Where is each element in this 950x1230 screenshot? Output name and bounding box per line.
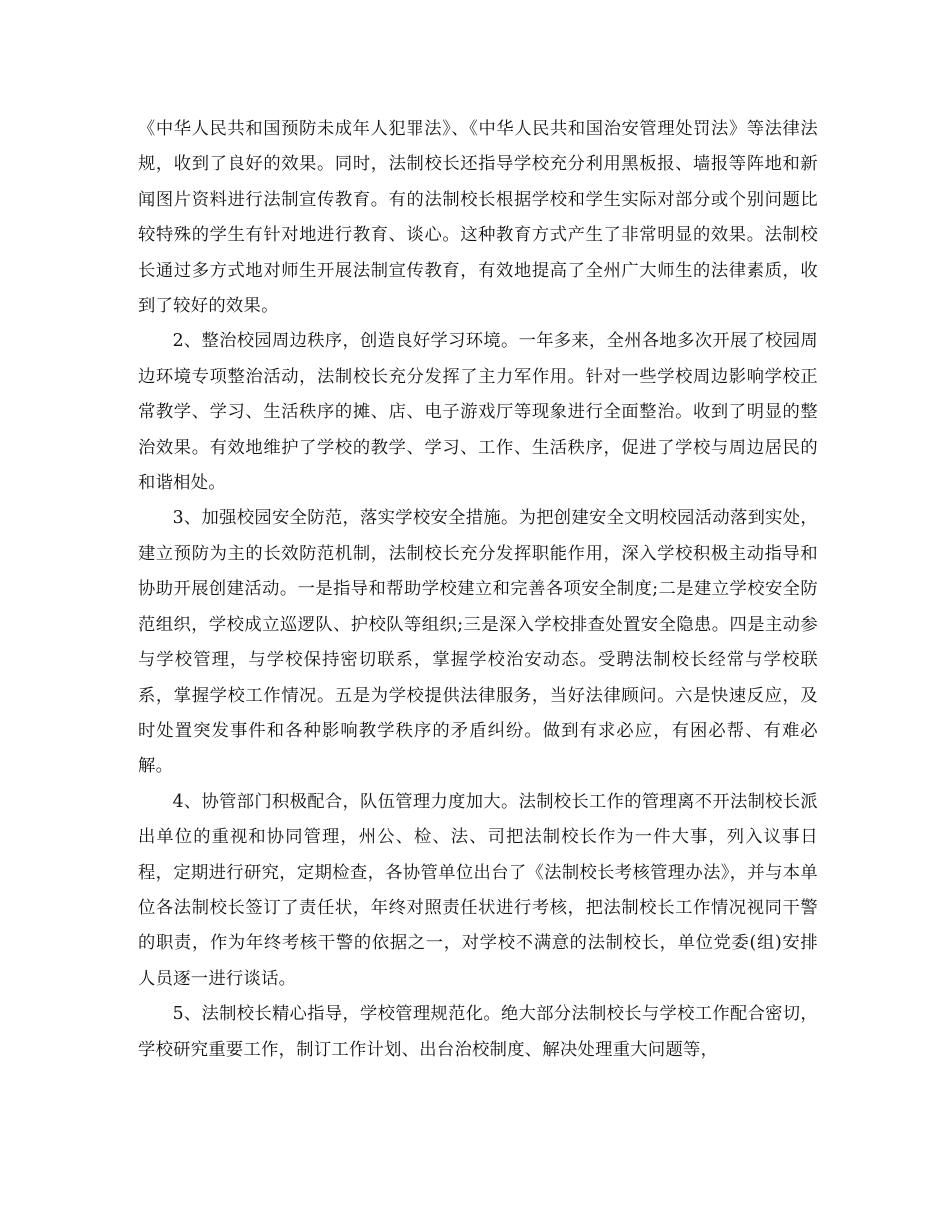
paragraph-item-5: 5、法制校长精心指导，学校管理规范化。绝大部分法制校长与学校工作配合密切，学校研究重要工作，制订工作计划、出台治校制度、解决处理重大问题等， bbox=[138, 1004, 818, 1060]
paragraph-item-2: 2、整治校园周边秩序，创造良好学习环境。一年多来，全州各地多次开展了校园周边环境专项整治活动，法制校长充分发挥了主力军作用。针对一些学校周边影响学校正常教学、学习、生活秩序的摊、店、电子游戏厅等现象进行全面整治。收到了明显的整治效果。有效地维护了学校的教学、学习、工作、生活秩序，促进了学校与周边居民的和谐相处。 bbox=[138, 331, 818, 494]
document-body bbox=[138, 112, 818, 1068]
paragraph-item-3: 3、加强校园安全防范，落实学校安全措施。为把创建安全文明校园活动落到实处，建立预防为主的长效防范机制，法制校长充分发挥职能作用，深入学校积极主动指导和协助开展创建活动。一是指导和帮助学校建立和完善各项安全制度;二是建立学校安全防范组织，学校成立巡逻队、护校队等组织;三是深入学校排查处置安全隐患。四是主动参与学校管理，与学校保持密切联系，掌握学校治安动态。受聘法制校长经常与学校联系，掌握学校工作情况。五是为学校提供法律服务，当好法律顾问。六是快速反应，及时处置突发事件和各种影响教学秩序的矛盾纠纷。做到有求必应，有困必帮、有难必解。 bbox=[138, 508, 818, 777]
paragraph-item-4: 4、协管部门积极配合，队伍管理力度加大。法制校长工作的管理离不开法制校长派出单位的重视和协同管理，州公、检、法、司把法制校长作为一件大事，列入议事日程，定期进行研究，定期检查，各协管单位出台了《法制校长考核管理办法》，并与本单位各法制校长签订了责任状，年终对照责任状进行考核，把法制校长工作情况视同干警的职责，作为年终考核干警的依据之一，对学校不满意的法制校长，单位党委(组)安排人员逐一进行谈话。 bbox=[138, 791, 818, 989]
paragraph-continuation: 《中华人民共和国预防未成年人犯罪法》、《中华人民共和国治安管理处罚法》等法律法规，收到了良好的效果。同时，法制校长还指导学校充分利用黑板报、墙报等阵地和新闻图片资料进行法制宣传教育。有的法制校长根据学校和学生实际对部分或个别问题比较特殊的学生有针对地进行教育、谈心。这种教育方式产生了非常明显的效果。法制校长通过多方式地对师生开展法制宣传教育，有效地提高了全州广大师生的法律素质，收到了较好的效果。 bbox=[138, 119, 818, 317]
